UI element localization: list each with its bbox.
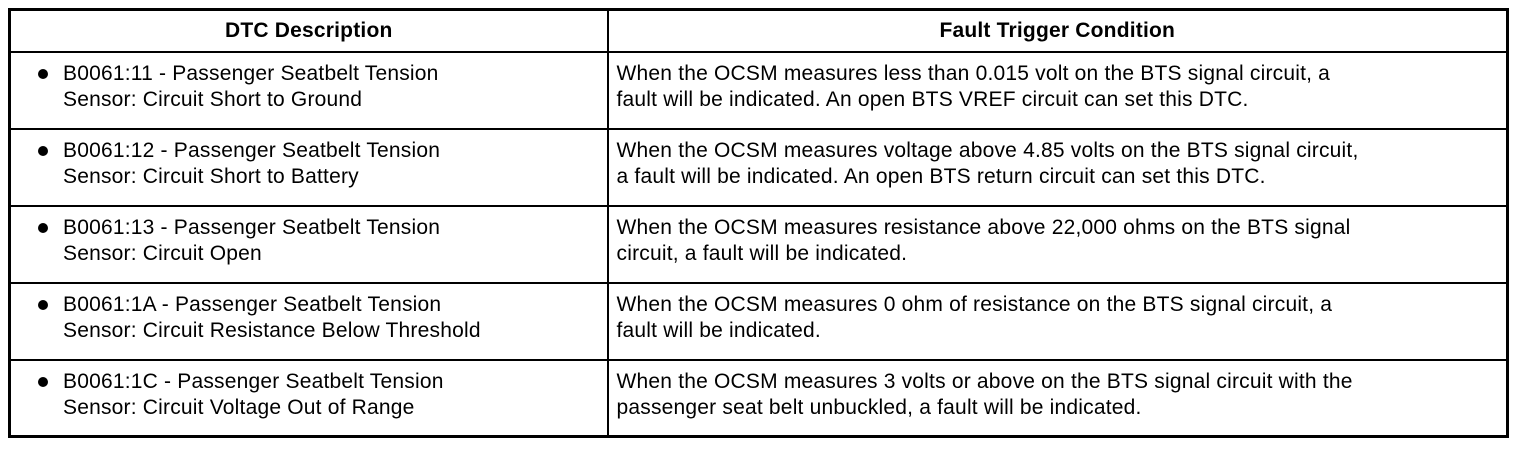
condition-line: fault will be indicated.	[616, 318, 821, 342]
bullet-icon	[38, 146, 48, 156]
dtc-cell	[10, 52, 608, 129]
fault-condition-cell	[608, 360, 1508, 437]
condition-line: When the OCSM measures less than 0.015 volt on the BTS signal circuit, a	[616, 61, 1331, 85]
condition-line: passenger seat belt unbuckled, a fault will be indicated.	[616, 395, 1142, 419]
condition-line: a fault will be indicated. An open BTS return circuit can set this DTC.	[616, 164, 1266, 188]
dtc-cell	[10, 206, 608, 283]
fault-condition-text	[609, 284, 1507, 352]
dtc-cell	[10, 129, 608, 206]
dtc-description	[63, 215, 440, 267]
condition-line: When the OCSM measures 3 volts or above on the BTS signal circuit with the	[616, 369, 1353, 393]
dtc-line: Sensor: Circuit Open	[63, 241, 262, 265]
dtc-line: Sensor: Circuit Short to Battery	[63, 164, 359, 188]
dtc-line: B0061:1A - Passenger Seatbelt Tension	[63, 292, 442, 316]
fault-condition-text	[609, 53, 1507, 121]
dtc-description	[63, 369, 444, 421]
dtc-description	[63, 61, 439, 113]
fault-condition-text	[609, 361, 1507, 429]
fault-condition-cell	[608, 206, 1508, 283]
fault-condition-text	[609, 130, 1507, 198]
dtc-line: B0061:1C - Passenger Seatbelt Tension	[63, 369, 444, 393]
fault-condition-cell	[608, 129, 1508, 206]
condition-line: When the OCSM measures resistance above 22,000 ohms on the BTS signal	[616, 215, 1351, 239]
dtc-line: B0061:13 - Passenger Seatbelt Tension	[63, 215, 441, 239]
dtc-description	[63, 292, 481, 344]
condition-line: When the OCSM measures 0 ohm of resistance on the BTS signal circuit, a	[616, 292, 1333, 316]
dtc-line: Sensor: Circuit Voltage Out of Range	[63, 395, 415, 419]
dtc-fault-table	[8, 8, 1509, 438]
bullet-icon	[38, 223, 48, 233]
dtc-line: Sensor: Circuit Short to Ground	[63, 87, 363, 111]
condition-line: fault will be indicated. An open BTS VREF circuit can set this DTC.	[616, 87, 1249, 111]
fault-condition-text	[609, 207, 1507, 275]
table-row	[10, 129, 1508, 206]
dtc-cell	[10, 283, 608, 360]
table-row	[10, 283, 1508, 360]
table-row	[10, 206, 1508, 283]
dtc-line: B0061:12 - Passenger Seatbelt Tension	[63, 138, 441, 162]
bullet-icon	[38, 300, 48, 310]
column-header-dtc-description: DTC Description	[10, 10, 608, 52]
dtc-line: B0061:11 - Passenger Seatbelt Tension	[63, 61, 439, 85]
dtc-line: Sensor: Circuit Resistance Below Threshold	[63, 318, 481, 342]
dtc-description	[63, 138, 440, 190]
fault-condition-cell	[608, 52, 1508, 129]
bullet-icon	[38, 69, 48, 79]
table-row	[10, 52, 1508, 129]
table-header-row	[10, 10, 1508, 52]
column-header-fault-trigger-condition: Fault Trigger Condition	[608, 10, 1508, 52]
table-row	[10, 360, 1508, 437]
bullet-icon	[38, 377, 48, 387]
dtc-cell	[10, 360, 608, 437]
condition-line: circuit, a fault will be indicated.	[616, 241, 908, 265]
condition-line: When the OCSM measures voltage above 4.85 volts on the BTS signal circuit,	[616, 138, 1359, 162]
fault-condition-cell	[608, 283, 1508, 360]
